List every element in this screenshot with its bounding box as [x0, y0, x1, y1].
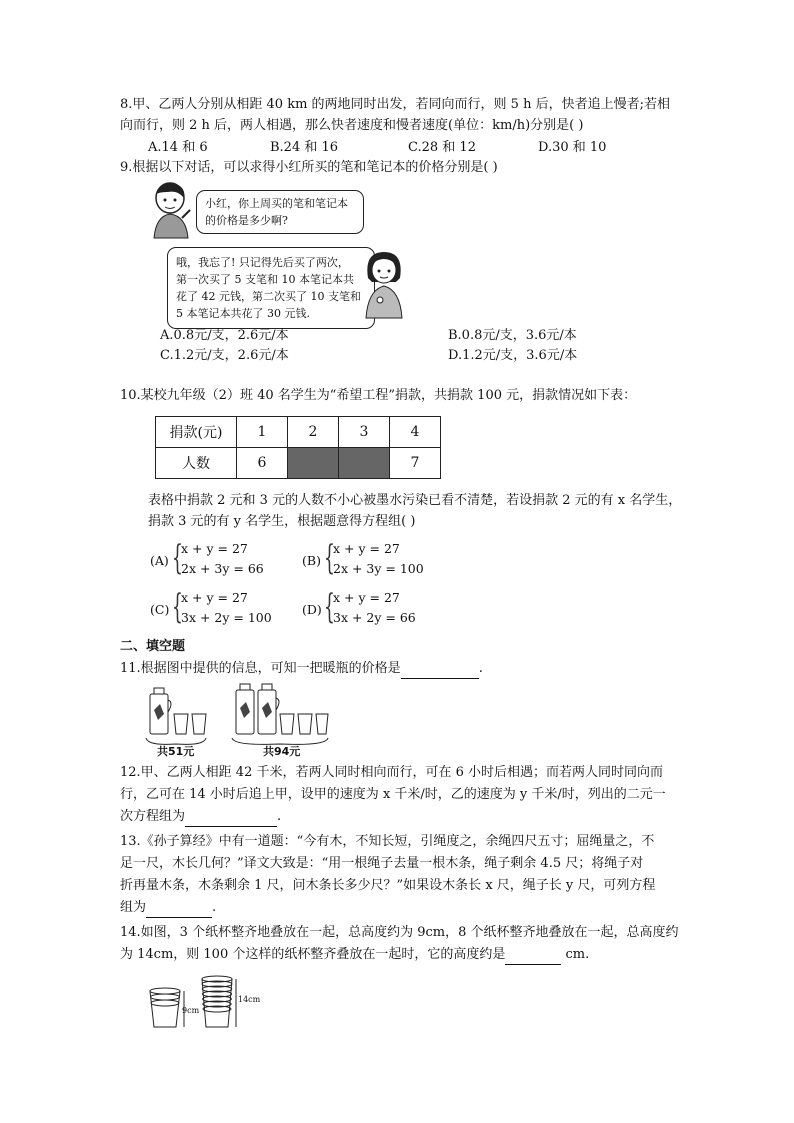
bubble-girl-line1: 哦，我忘了! 只记得先后买了两次，	[176, 256, 349, 269]
table-row	[156, 417, 441, 448]
q9-option-b: B.0.8元/支，3.6元/本	[448, 328, 577, 343]
section-title: 二、填空题	[120, 639, 186, 654]
table-cell: 1	[237, 417, 288, 448]
answer-blank[interactable]	[185, 812, 277, 827]
speech-bubble-girl	[167, 247, 375, 329]
q8-option-c: C.28 和 12	[408, 140, 476, 155]
q10-desc-line2: 捐款 3 元的有 y 名学生，根据题意得方程组( )	[148, 514, 416, 529]
q10-desc-line1: 表格中捐款 2 元和 3 元的人数不小心被墨水污染已看不清楚，若设捐款 2 元的有 x 名学生，	[148, 493, 682, 508]
boy-illustration	[150, 180, 195, 240]
speech-bubble-boy	[196, 190, 364, 234]
paper-cups-figure	[146, 975, 266, 1035]
table-row	[156, 448, 441, 479]
q9-option-c: C.1.2元/支，2.6元/本	[160, 348, 289, 363]
caption-left: 共51元	[157, 745, 195, 758]
ink-stained-cell	[288, 448, 339, 479]
q8-option-a: A.14 和 6	[148, 140, 208, 155]
ink-stained-cell	[339, 448, 390, 479]
q13-line2: 足一尺，木长几何？”译文大致是：“用一根绳子去量一根木条，绳子剩余 4.5 尺；将绳子对	[120, 856, 644, 871]
q10-option-b: (B) { x + y = 27 2x + 3y = 100	[302, 538, 424, 578]
cup-stack-8	[202, 976, 236, 1027]
q10-option-a: (A) { x + y = 27 2x + 3y = 66	[150, 538, 264, 578]
answer-blank[interactable]	[505, 950, 561, 965]
q8-line2: 向而行，则 2 h 后，两人相遇，那么快者速度和慢者速度(单位：km/h)分别是( )	[120, 118, 584, 133]
cup-stack-3	[150, 988, 184, 1027]
bubble-girl-line4: 5 本笔记本共花了 30 元钱.	[176, 307, 310, 320]
table-cell: 3	[339, 417, 390, 448]
q8-line1: 8.甲、乙两人分别从相距 40 km 的两地同时出发，若同向而行，则 5 h 后，快者追上慢者;若相	[120, 97, 670, 112]
q9-option-a: A.0.8元/支，2.6元/本	[160, 328, 289, 343]
q8-option-b: B.24 和 16	[270, 140, 339, 155]
q10-stem: 10.某校九年级（2）班 40 名学生为“希望工程”捐款，共捐款 100 元，捐款情况如下表：	[120, 388, 637, 403]
table-cell: 2	[288, 417, 339, 448]
q9-option-d: D.1.2元/支，3.6元/本	[448, 348, 578, 363]
label-9cm: 9cm	[182, 1006, 200, 1015]
bubble-girl-line3: 花了 42 元钱，第二次买了 10 支笔和	[176, 290, 361, 303]
table-cell: 7	[390, 448, 441, 479]
q9-stem: 9.根据以下对话，可以求得小红所买的笔和笔记本的价格分别是( )	[120, 160, 498, 175]
q12-line3: 次方程组为 .	[120, 807, 281, 827]
bubble-girl-line2: 第一次买了 5 支笔和 10 本笔记本共	[176, 273, 354, 286]
q14-line1: 14.如图，3 个纸杯整齐地叠放在一起，总高度约为 9cm，8 个纸杯整齐地叠放在一起，总高度约	[120, 925, 679, 940]
q13-line4: 组为 .	[120, 898, 216, 918]
caption-right: 共94元	[263, 745, 301, 758]
q8-option-d: D.30 和 10	[538, 140, 607, 155]
q12-line1: 12.甲、乙两人相距 42 千米，若两人同时相向而行，可在 6 小时后相遇；而若两人同时同向而	[120, 765, 664, 780]
q10-option-c: (C) { x + y = 27 3x + 2y = 100	[150, 587, 272, 627]
table-cell: 4	[390, 417, 441, 448]
bubble-boy-line1: 小红，你上周买的笔和笔记本	[205, 197, 348, 210]
answer-blank[interactable]	[146, 903, 212, 918]
cup-icon	[316, 714, 328, 734]
thermos-icon	[236, 684, 254, 734]
cup-icon	[298, 714, 312, 734]
donation-table	[155, 416, 441, 479]
table-cell: 6	[237, 448, 288, 479]
girl-illustration	[362, 248, 407, 320]
q13-line1: 13.《孙子算经》中有一道题：“今有木，不知长短，引绳度之，余绳四尺五寸；屈绳量之，不	[120, 834, 655, 849]
thermos-icon	[258, 684, 279, 734]
answer-blank[interactable]	[401, 664, 479, 679]
label-14cm: 14cm	[238, 995, 261, 1004]
q14-line2: 为 14cm，则 100 个这样的纸杯整齐叠放在一起时，它的高度约是 cm.	[120, 945, 589, 965]
q10-option-d: (D) { x + y = 27 3x + 2y = 66	[302, 587, 416, 627]
cup-icon	[192, 714, 206, 734]
table-cell: 捐款(元)	[156, 417, 237, 448]
bubble-boy-line2: 的价格是多少啊?	[205, 214, 288, 227]
cup-icon	[174, 714, 188, 734]
q12-line2: 行，乙可在 14 小时后追上甲，设甲的速度为 x 千米/时，乙的速度为 y 千米/时，列出的二元一	[120, 787, 666, 802]
table-cell: 人数	[156, 448, 237, 479]
thermos-icon	[150, 688, 171, 734]
q13-line3: 折再量木条，木条剩余 1 尺，问木条长多少尺？”如果设木条长 x 尺，绳子长 y 尺，可列方程	[120, 878, 656, 893]
cup-icon	[280, 714, 294, 734]
q11-stem: 11.根据图中提供的信息，可知一把暖瓶的价格是 .	[120, 659, 483, 679]
